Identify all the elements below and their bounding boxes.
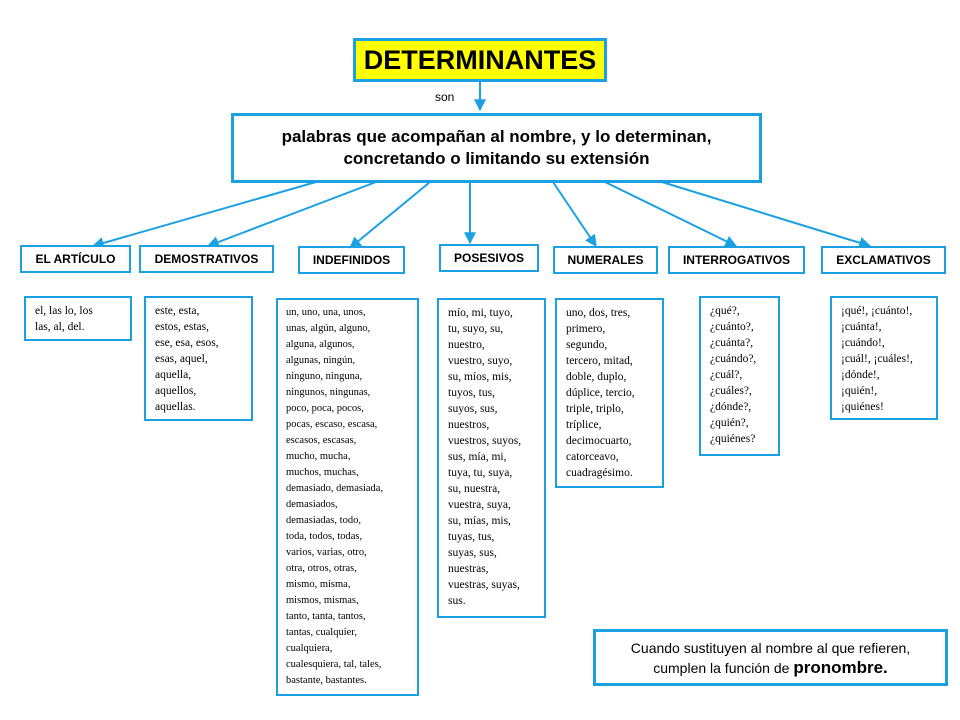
list-item: unas, algún, alguno, [286,323,371,334]
note-line-2-prefix: cumplen la función de [653,659,794,676]
connector-label: son [435,90,455,104]
list-item: ¿dónde?, [710,401,752,413]
list-item: otra, otros, otras, [286,563,357,574]
list-item: aquellas. [155,401,196,413]
list-item: tuyas, tus, [448,531,495,543]
category-interrogativos: INTERROGATIVOS [668,246,805,274]
list-item: este, esta, [155,305,200,317]
list-item: alguna, algunos, [286,339,355,350]
list-posesivos [437,298,546,618]
list-item: uno, dos, tres, [566,307,631,319]
list-item: ese, esa, esos, [155,337,219,349]
arrow-to-interrogativos [605,182,736,246]
list-item: ¡dónde!, [841,369,880,381]
list-item: aquella, [155,369,192,381]
list-item: cualesquiera, tal, tales, [286,659,382,670]
list-item: mismos, mismas, [286,595,359,606]
list-item: un, uno, una, unos, [286,307,366,318]
category-exclamativos: EXCLAMATIVOS [821,246,946,274]
list-item: sus, mía, mi, [448,451,507,463]
list-item: ¿cuál?, [710,369,743,381]
list-item: poco, poca, pocos, [286,403,364,414]
list-item: ningunos, ningunas, [286,387,371,398]
list-item: ninguno, ninguna, [286,371,363,382]
list-interrogativos [699,296,780,456]
list-item: doble, duplo, [566,371,627,383]
note-line-1: Cuando sustituyen al nombre al que refieren, [630,639,911,656]
list-demostrativos [144,296,253,421]
list-item: primero, [566,323,606,335]
list-item: tu, suyo, su, [448,323,504,335]
list-item: demasiado, demasiada, [286,483,384,494]
list-numerales [555,298,664,488]
list-item: muchos, muchas, [286,467,359,478]
list-item: ¡cuándo!, [841,337,885,349]
list-item: estos, estas, [155,321,209,333]
list-item: suyos, sus, [448,403,498,415]
list-item: vuestros, suyos, [448,435,522,447]
arrow-to-exclamativos [662,182,870,246]
definition-box [231,113,762,183]
list-item: mucho, mucha, [286,451,351,462]
category-indefinidos: INDEFINIDOS [298,246,405,274]
list-item: tantas, cualquier, [286,627,358,638]
definition-line-1: palabras que acompañan al nombre, y lo determinan, [281,127,712,146]
list-item: vuestro, suyo, [448,355,513,367]
list-articulo [24,296,132,341]
list-item: suyas, sus, [448,547,497,559]
list-item: tuya, tu, suya, [448,467,513,479]
note-line-2 [653,658,888,678]
list-item: triple, triplo, [566,403,624,415]
list-item: pocas, escaso, escasa, [286,419,378,430]
category-articulo: EL ARTÍCULO [20,245,131,273]
list-item: tanto, tanta, tantos, [286,611,366,622]
arrow-to-indefinidos [350,182,430,248]
list-item: varios, varias, otro, [286,547,367,558]
pronoun-note [593,629,948,686]
list-item: escasos, escasas, [286,435,357,446]
list-item: ¡cuál!, ¡cuáles!, [841,353,913,365]
list-item: nuestro, [448,339,485,351]
list-item: demasiados, [286,499,338,510]
list-item: mío, mi, tuyo, [448,307,513,319]
note-emphasis: pronombre. [793,657,888,677]
list-item: toda, todos, todas, [286,531,363,542]
list-item: ¿qué?, [710,305,740,317]
list-item: demasiadas, todo, [286,515,361,526]
arrow-to-articulo [93,182,316,246]
list-item: segundo, [566,339,608,351]
category-numerales: NUMERALES [553,246,658,274]
list-item: las, al, del. [35,321,85,333]
list-item: su, nuestra, [448,483,501,495]
list-item: aquellos, [155,385,197,397]
list-item: ¡quién!, [841,385,878,397]
list-item: su, mías, mis, [448,515,511,527]
list-indefinidos [276,298,419,696]
list-item: ¿quiénes? [710,433,756,445]
list-item: nuestros, [448,419,490,431]
list-item: sus. [448,595,466,607]
category-posesivos: POSESIVOS [439,244,539,272]
list-item: ¿cuáles?, [710,385,752,397]
list-item: mismo, misma, [286,579,351,590]
list-item: dúplice, tercio, [566,387,635,399]
list-item: ¡qué!, ¡cuánto!, [841,305,913,317]
definition-line-2: concretando o limitando su extensión [343,149,650,168]
category-demostrativos: DEMOSTRATIVOS [139,245,274,273]
list-item: ¡cuánta!, [841,321,882,333]
list-item: ¿cuánta?, [710,337,754,349]
list-item: ¿cuándo?, [710,353,757,365]
list-item: vuestra, suya, [448,499,511,511]
list-item: catorceavo, [566,451,619,463]
arrow-to-numerales [553,182,596,246]
list-item: cuadragésimo. [566,467,633,479]
list-item: tríplice, [566,419,602,431]
list-item: algunas, ningún, [286,355,356,366]
list-item: tercero, mitad, [566,355,633,367]
list-exclamativos [830,296,938,420]
list-item: tuyos, tus, [448,387,495,399]
list-item: esas, aquel, [155,353,208,365]
list-item: nuestras, [448,563,489,575]
list-item: decimocuarto, [566,435,632,447]
list-item: su, míos, mis, [448,371,512,383]
list-item: vuestras, suyas, [448,579,520,591]
list-item: cualquiera, [286,643,333,654]
list-item: ¿quién?, [710,417,749,429]
list-item: ¿cuánto?, [710,321,754,333]
list-item: ¡quiénes! [841,401,884,413]
arrow-to-demostrativos [208,182,376,246]
list-item: bastante, bastantes. [286,675,367,686]
list-item: el, las lo, los [35,305,93,317]
diagram-title: DETERMINANTES [353,38,607,82]
